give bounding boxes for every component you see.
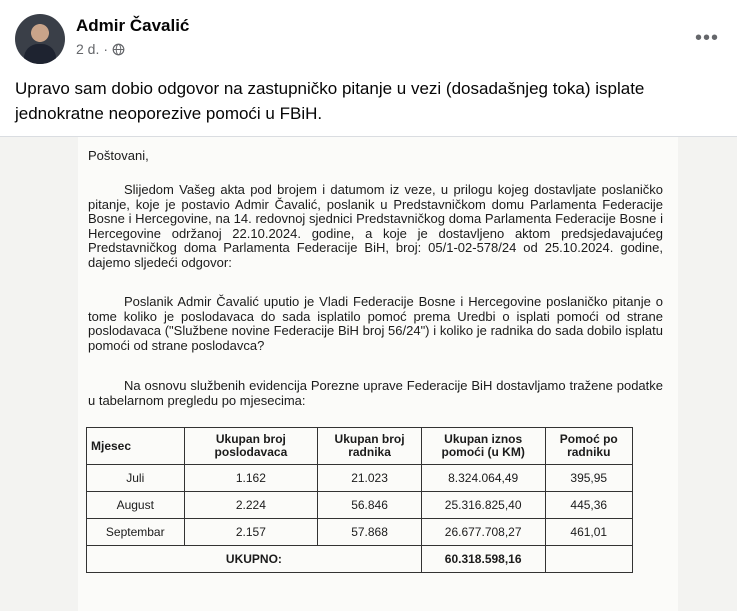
table-cell: 2.157 — [184, 519, 318, 546]
table-cell: 445,36 — [545, 492, 633, 519]
table-header: Mjesec — [87, 428, 185, 465]
table-cell: 395,95 — [545, 465, 633, 492]
table-header-row — [87, 428, 633, 465]
table-row — [87, 519, 633, 546]
table-cell: 21.023 — [318, 465, 422, 492]
table-cell: Septembar — [87, 519, 185, 546]
post-image[interactable] — [0, 136, 737, 611]
globe-icon — [112, 43, 125, 56]
more-options-icon[interactable]: ••• — [694, 26, 719, 49]
table-cell: 57.868 — [318, 519, 422, 546]
table-cell: 25.316.825,40 — [421, 492, 545, 519]
doc-paragraph: Slijedom Vašeg akta pod brojem i datumom iz veze, u prilogu kojeg dostavljate poslaničko pitanje, koje je postavio Admir Čavalić, poslanik u Predstavničkom domu Parlamenta Federacije Bosne i Hercegovine, na 14. redovnoj sjednici Predstavničkog doma Parlamenta Federacije Bosne i Hercegovine održanoj 22.10.2024. godine, a koje je dostavljeno aktom predsjedavajućeg Predstavničkog doma Parlamenta Federacije BiH, broj: 05/1-02-578/24 od 25.10.2024. godine, dajemo sljedeći odgovor: — [88, 182, 663, 270]
table-row — [87, 465, 633, 492]
total-value: 60.318.598,16 — [421, 546, 545, 573]
table-total-row — [87, 546, 633, 573]
post-header — [15, 14, 725, 66]
doc-paragraph: Poslanik Admir Čavalić uputio je Vladi Federacije Bosne i Hercegovine poslaničko pitanje o tome koliko je poslodavaca do sada isplatilo pomoć prema Uredbi o isplati pomoći od strane poslodavaca ("Službene novine Federacije BiH broj 56/24") i koliko je radnika do sada dobilo isplatu pomoći od strane poslodavca? — [88, 294, 663, 353]
post-meta: 2 d. · — [76, 41, 125, 57]
data-table — [86, 427, 633, 573]
table-cell: Juli — [87, 465, 185, 492]
table-cell: 461,01 — [545, 519, 633, 546]
table-cell: 2.224 — [184, 492, 318, 519]
table-header: Ukupan broj radnika — [318, 428, 422, 465]
doc-greeting: Poštovani, — [88, 148, 149, 163]
table-row — [87, 492, 633, 519]
document-scan — [78, 137, 678, 611]
avatar[interactable] — [15, 14, 65, 64]
table-cell: 26.677.708,27 — [421, 519, 545, 546]
table-header: Ukupan iznos pomoći (u KM) — [421, 428, 545, 465]
table-cell — [545, 546, 633, 573]
table-cell: 8.324.064,49 — [421, 465, 545, 492]
table-cell: 1.162 — [184, 465, 318, 492]
post-text: Upravo sam dobio odgovor na zastupničko pitanje u vezi (dosadašnjeg toka) isplate jednokratne neoporezive pomoći u FBiH. — [15, 79, 645, 123]
total-label: UKUPNO: — [87, 546, 422, 573]
table-header: Ukupan broj poslodavaca — [184, 428, 318, 465]
author-name[interactable]: Admir Čavalić — [76, 16, 190, 35]
table-header: Pomoć po radniku — [545, 428, 633, 465]
post-time[interactable]: 2 d. — [76, 41, 100, 57]
doc-paragraph: Na osnovu službenih evidencija Porezne uprave Federacije BiH dostavljamo tražene podatke u tabelarnom pregledu po mjesecima: — [88, 378, 663, 408]
table-cell: 56.846 — [318, 492, 422, 519]
table-cell: August — [87, 492, 185, 519]
